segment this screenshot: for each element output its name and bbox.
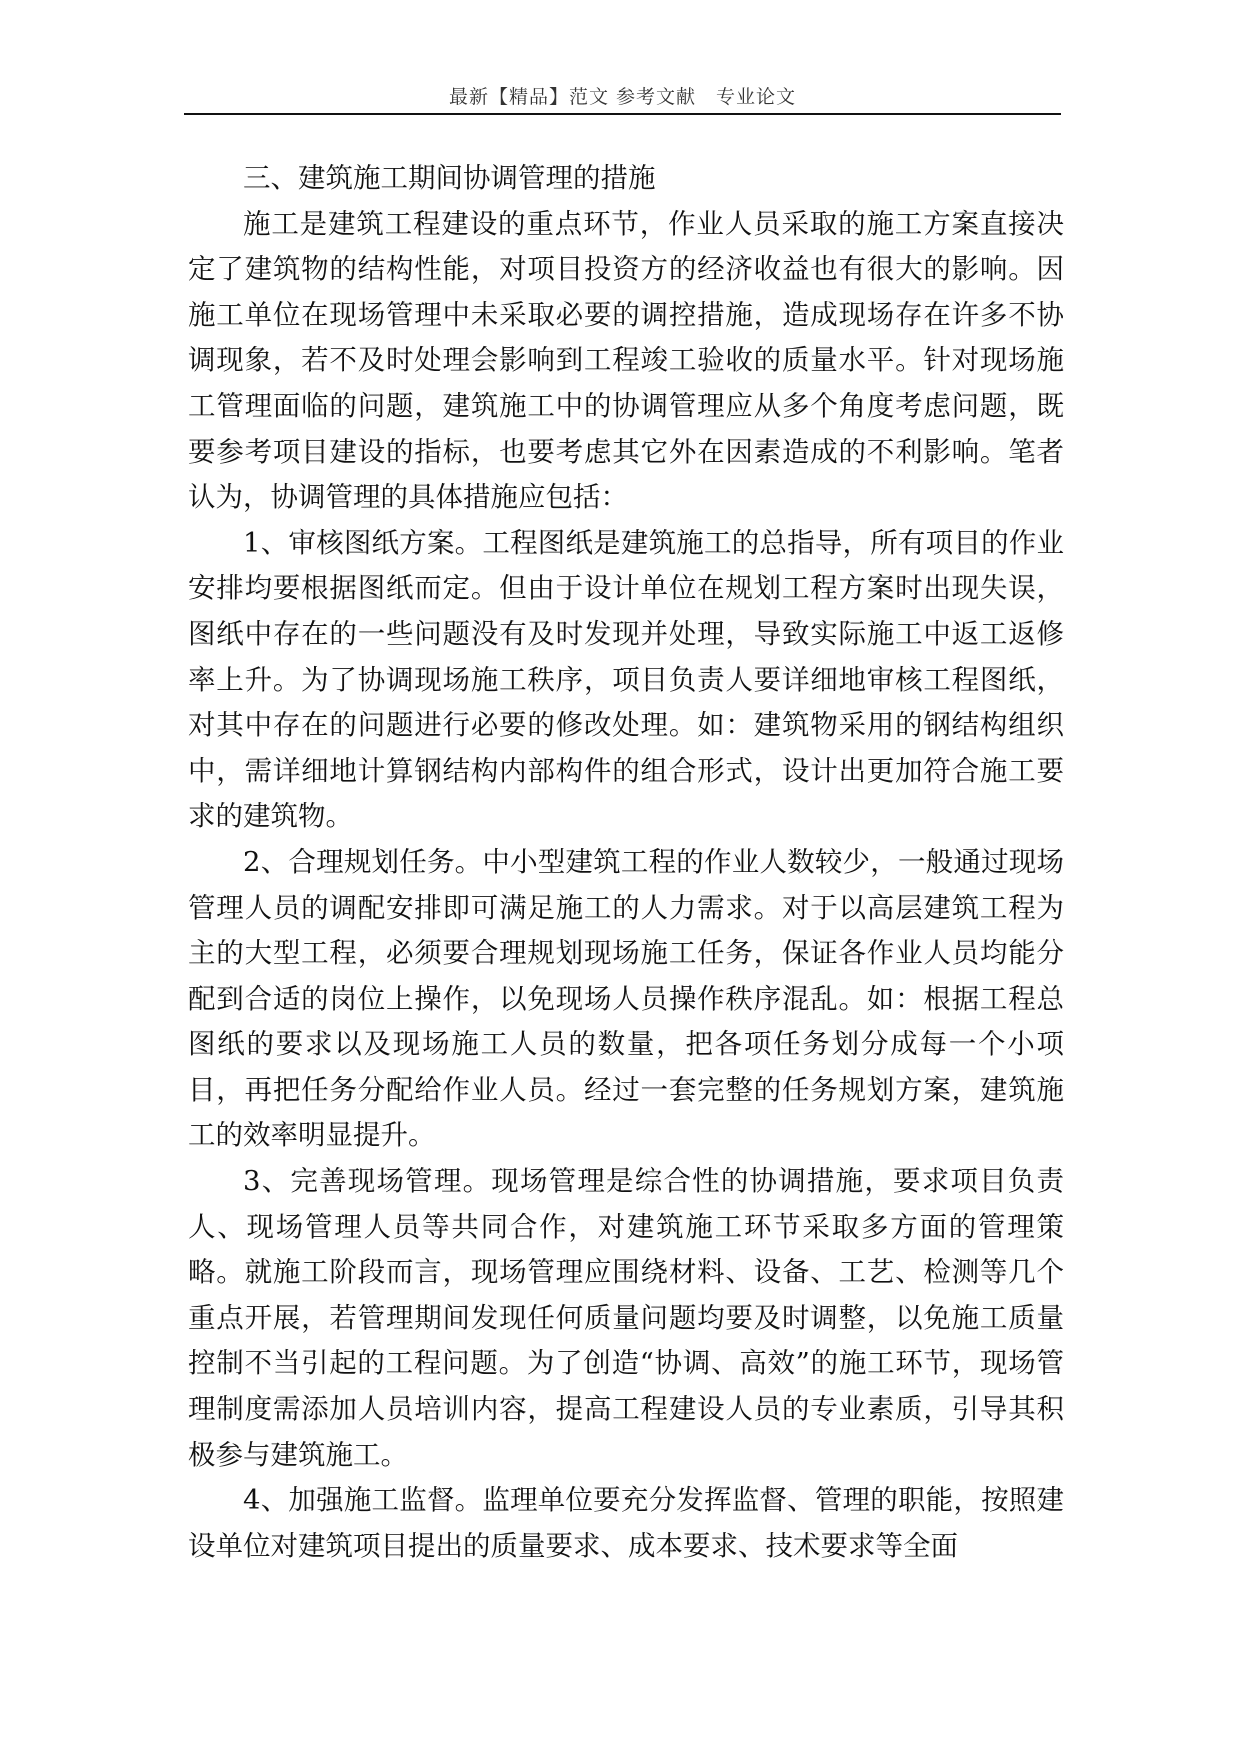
- paragraph-intro: 施工是建筑工程建设的重点环节，作业人员采取的施工方案直接决定了建筑物的结构性能，对项目投资方的经济收益也有很大的影响。因施工单位在现场管理中未采取必要的调控措施，造成现场存在许多不协调现象，若不及时处理会影响到工程竣工验收的质量水平。针对现场施工管理面临的问题，建筑施工中的协调管理应从多个角度考虑问题，既要参考项目建设的指标，也要考虑其它外在因素造成的不利影响。笔者认为，协调管理的具体措施应包括：: [188, 207, 1064, 514]
- paragraph-review-drawings: 1、审核图纸方案。工程图纸是建筑施工的总指导，所有项目的作业安排均要根据图纸而定。但由于设计单位在规划工程方案时出现失误，图纸中存在的一些问题没有及时发现并处理，导致实际施工中返工返修率上升。为了协调现场施工秩序，项目负责人要详细地审核工程图纸，对其中存在的问题进行必要的修改处理。如：建筑物采用的钢结构组织中，需详细地计算钢结构内部构件的组合形式，设计出更加符合施工要求的建筑物。: [188, 526, 1064, 833]
- section-title: 三、建筑施工期间协调管理的措施: [243, 162, 656, 194]
- paragraph-supervision: 4、加强施工监督。监理单位要充分发挥监督、管理的职能，按照建设单位对建筑项目提出的质量要求、成本要求、技术要求等全面: [188, 1484, 1064, 1562]
- page-header: 最新【精品】范文 参考文献 专业论文: [448, 86, 797, 108]
- document-body: [188, 156, 1064, 1569]
- paragraph-plan-tasks: 2、合理规划任务。中小型建筑工程的作业人数较少，一般通过现场管理人员的调配安排即可满足施工的人力需求。对于以高层建筑工程为主的大型工程，必须要合理规划现场施工任务，保证各作业人员均能分配到合适的岗位上操作，以免现场人员操作秩序混乱。如：根据工程总图纸的要求以及现场施工人员的数量，把各项任务划分成每一个小项目，再把任务分配给作业人员。经过一套完整的任务规划方案，建筑施工的效率明显提升。: [188, 845, 1064, 1152]
- header-divider: [184, 113, 1061, 115]
- paragraph-site-management: 3、完善现场管理。现场管理是综合性的协调措施，要求项目负责人、现场管理人员等共同合作，对建筑施工环节采取多方面的管理策略。就施工阶段而言，现场管理应围绕材料、设备、工艺、检测等几个重点开展，若管理期间发现任何质量问题均要及时调整，以免施工质量控制不当引起的工程问题。为了创造“协调、高效”的施工环节，现场管理制度需添加人员培训内容，提高工程建设人员的专业素质，引导其积极参与建筑施工。: [188, 1165, 1064, 1471]
